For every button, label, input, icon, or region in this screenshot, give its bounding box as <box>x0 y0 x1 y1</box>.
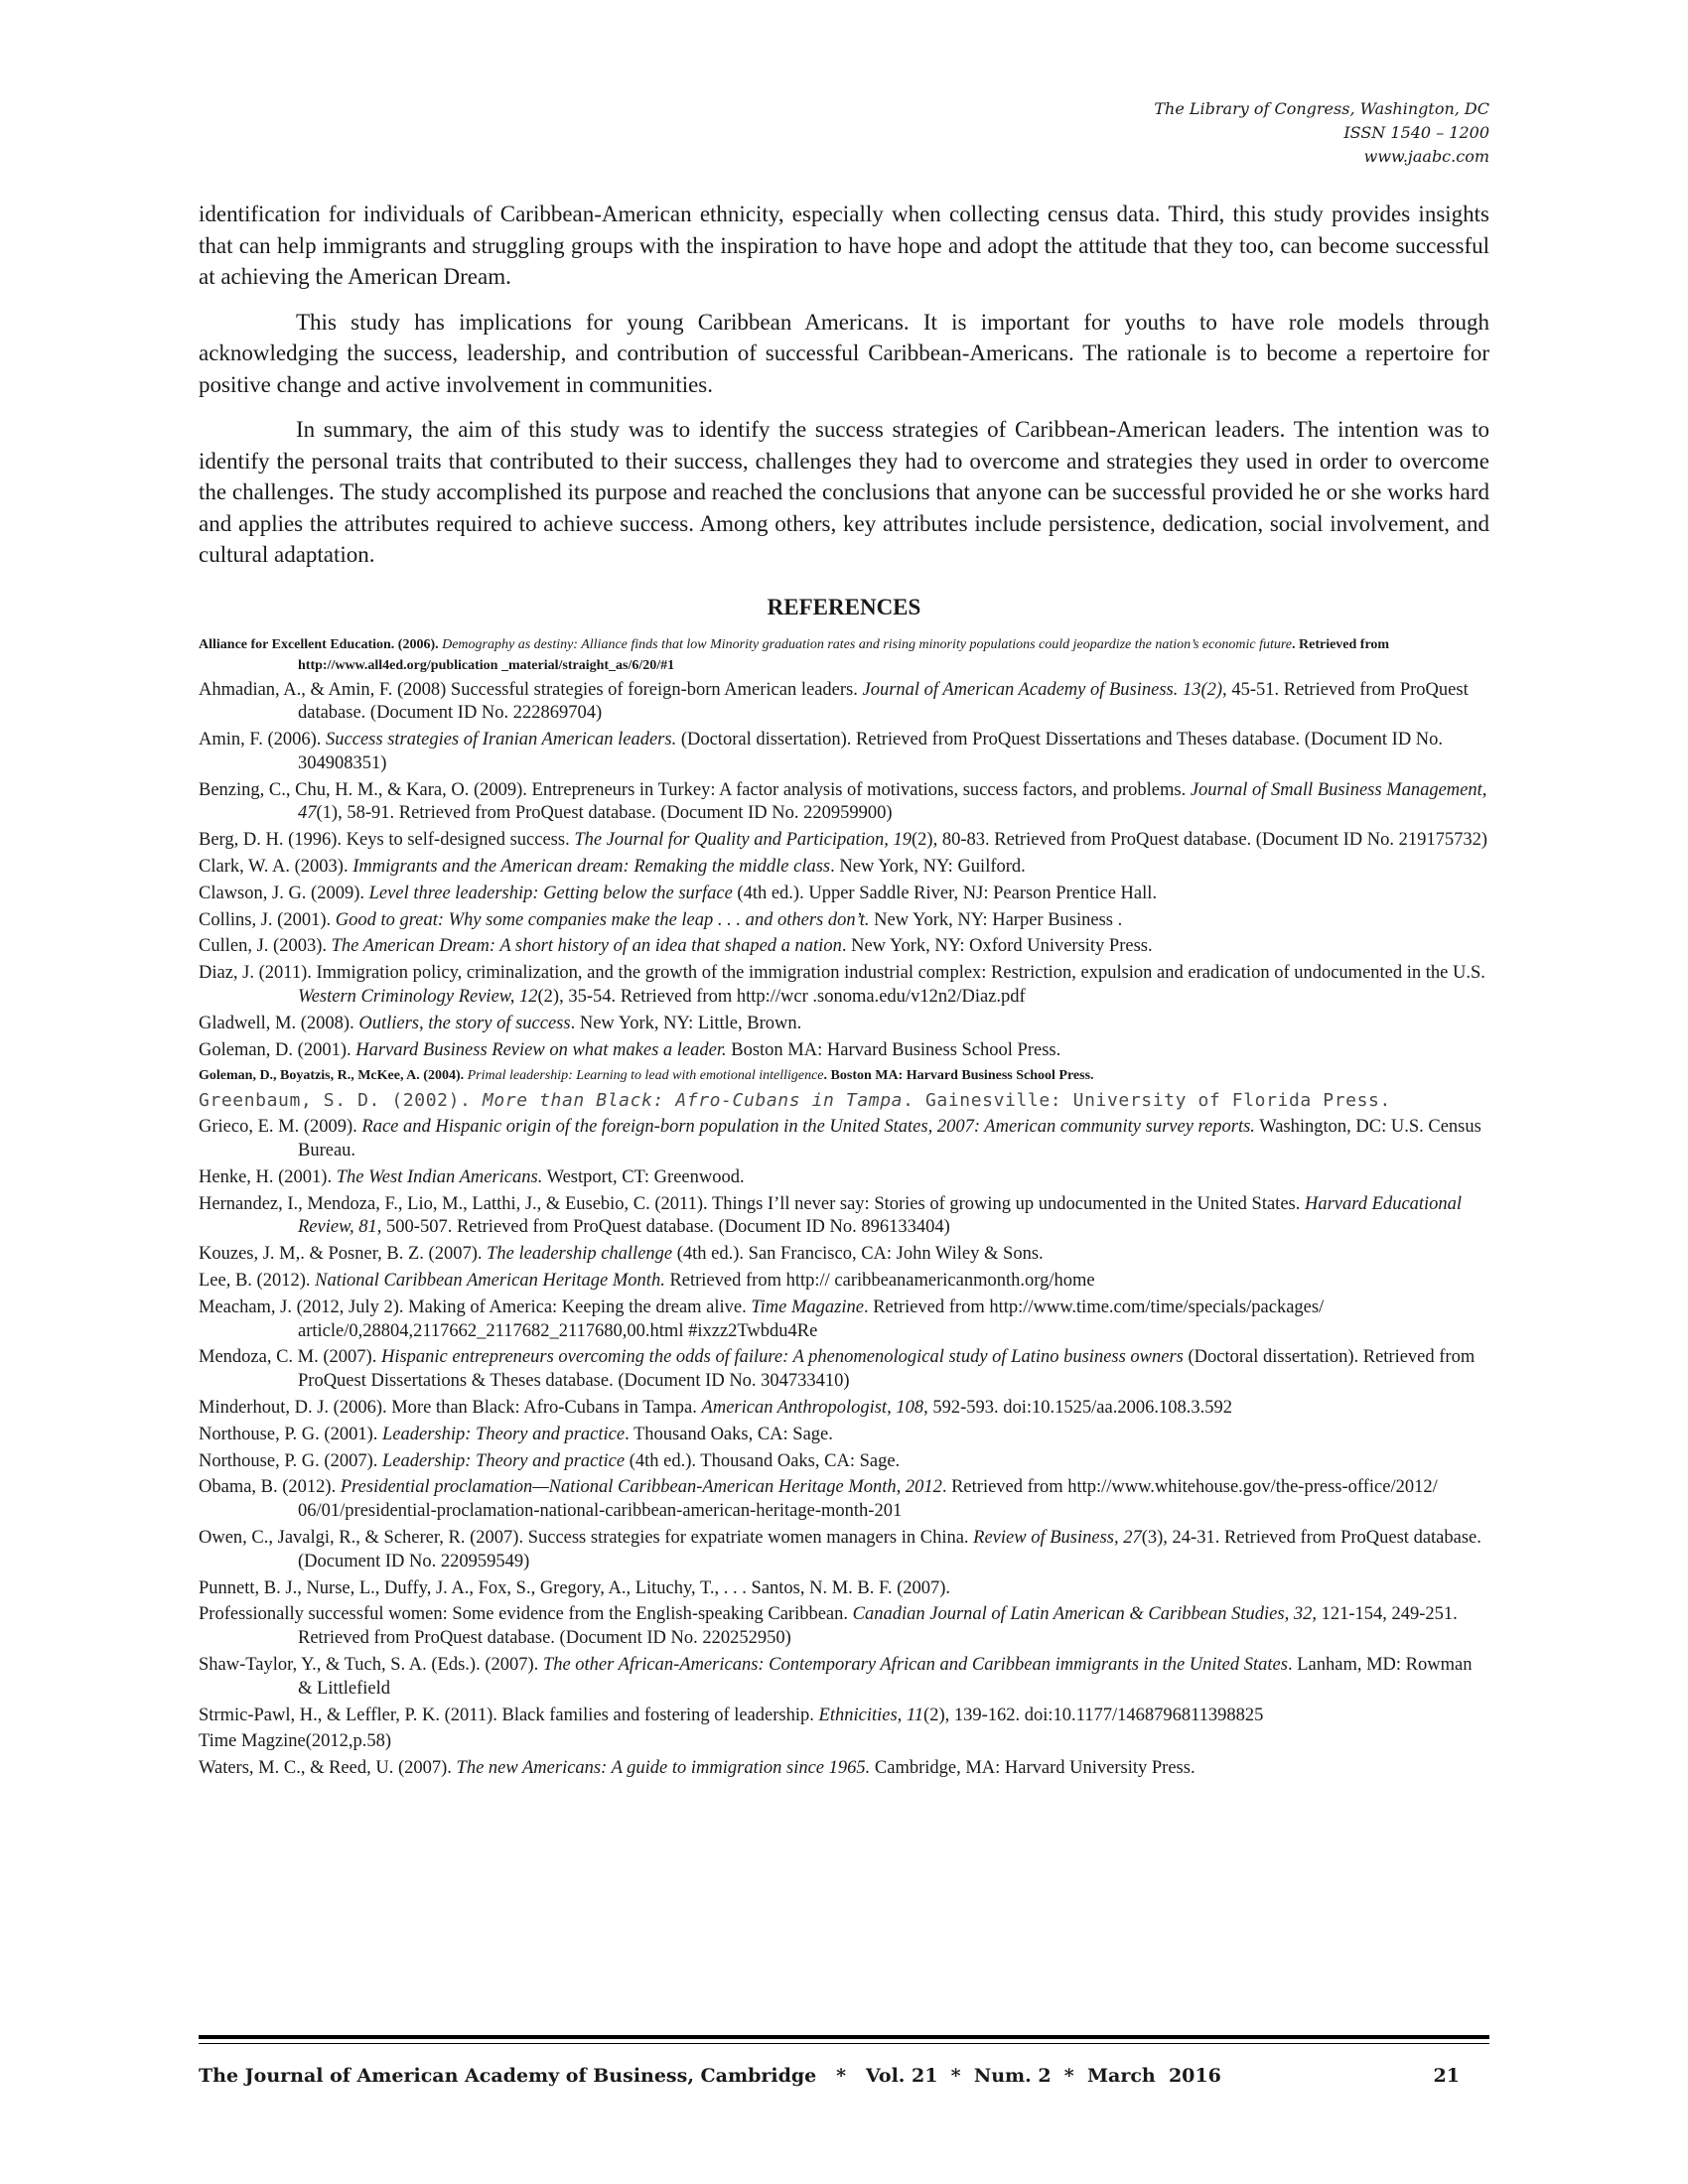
reference-entry: Berg, D. H. (1996). Keys to self-designed success. The Journal for Quality and Participation, 19(2), 80-83. Retrieved from ProQuest database. (Document ID No. 219175732) <box>199 830 1488 851</box>
paragraph: This study has implications for young Caribbean Americans. It is important for youths to have role models through acknowledging the success, leadership, and contribution of successful Caribbean-Americans. The rationale is to become a repertoire for positive change and active involvement in communities. <box>199 309 1489 397</box>
footer-journal-info: The Journal of American Academy of Business, Cambridge * Vol. 21 * Num. 2 * March 2016 <box>199 2065 1221 2087</box>
reference-entry: Cullen, J. (2003). The American Dream: A short history of an idea that shaped a nation. New York, NY: Oxford University Press. <box>199 936 1153 957</box>
reference-entry: Shaw-Taylor, Y., & Tuch, S. A. (Eds.). (2007). The other African-Americans: Contemporary African and Caribbean immigrants in the United States. Lanham, MD: Rowman & Littlefield <box>199 1654 1473 1699</box>
reference-entry: Goleman, D., Boyatzis, R., McKee, A. (2004). Primal leadership: Learning to lead with emotional intelligence. Boston MA: Harvard Business School Press. <box>199 1068 1094 1084</box>
references-list <box>199 634 1489 1781</box>
reference-entry: Henke, H. (2001). The West Indian Americans. Westport, CT: Greenwood. <box>199 1166 745 1187</box>
reference-entry: Clark, W. A. (2003). Immigrants and the American dream: Remaking the middle class. New York, NY: Guilford. <box>199 857 1026 878</box>
reference-entry: Owen, C., Javalgi, R., & Scherer, R. (2007). Success strategies for expatriate women managers in China. Review of Business, 27(3), 24-31. Retrieved from ProQuest database. (Document ID No. 220959549) <box>199 1528 1481 1571</box>
reference-entry: Amin, F. (2006). Success strategies of Iranian American leaders. (Doctoral dissertation). Retrieved from ProQuest Dissertations and Theses database. (Document ID No. 304908351) <box>199 730 1444 773</box>
reference-entry: Waters, M. C., & Reed, U. (2007). The new Americans: A guide to immigration since 1965. Cambridge, MA: Harvard University Press. <box>199 1758 1196 1779</box>
reference-entry: Ahmadian, A., & Amin, F. (2008) Successful strategies of foreign-born American leaders. Journal of American Academy of Business. 13(2), 45-51. Retrieved from ProQuest database. (Document ID No. 222869704) <box>199 679 1469 724</box>
reference-entry: Clawson, J. G. (2009). Level three leadership: Getting below the surface (4th ed.). Upper Saddle River, NJ: Pearson Prentice Hall. <box>199 883 1158 903</box>
header-library: The Library of Congress, Washington, DC <box>1154 99 1489 118</box>
reference-entry: Benzing, C., Chu, H. M., & Kara, O. (2009). Entrepreneurs in Turkey: A factor analysis of motivations, success factors, and problems. Journal of Small Business Management, 47(1), 58-91. Retrieved from ProQuest database. (Document ID No. 220959900) <box>199 779 1487 824</box>
reference-entry: Meacham, J. (2012, July 2). Making of America: Keeping the dream alive. Time Magazine. Retrieved from http://www.time.com/time/specials/packages/ article/0,28804,2117662_2117682_2117680,00.html #ixzz2Twbdu4Re <box>199 1297 1325 1341</box>
footer-rule-thick <box>199 2035 1489 2039</box>
reference-entry: Lee, B. (2012). National Caribbean American Heritage Month. Retrieved from http:// caribbeanamericanmonth.org/home <box>199 1271 1095 1292</box>
paragraph: identification for individuals of Caribbean-American ethnicity, especially when collecting census data. Third, this study provides insights that can help immigrants and struggling groups with the inspiration to have hope and adopt the attitude that they too, can become successful at achieving the American Dream. <box>199 202 1489 289</box>
header-website: www.jaabc.com <box>1363 147 1489 166</box>
page-number: 21 <box>1433 2065 1460 2087</box>
reference-entry: Gladwell, M. (2008). Outliers, the story of success. New York, NY: Little, Brown. <box>199 1013 802 1033</box>
page-footer <box>199 2065 1489 2087</box>
reference-entry: Northouse, P. G. (2001). Leadership: Theory and practice. Thousand Oaks, CA: Sage. <box>199 1424 833 1444</box>
reference-entry: Minderhout, D. J. (2006). More than Black: Afro-Cubans in Tampa. American Anthropologist, 108, 592-593. doi:10.1525/aa.2006.108.3.592 <box>199 1398 1232 1419</box>
reference-entry: Alliance for Excellent Education. (2006). Demography as destiny: Alliance finds that low Minority graduation rates and rising minority populations could jeopardize the nation’s economic future. Retrieved from http://www.all4ed.org/publication _material/straight_as/6/20/#1 <box>199 636 1390 673</box>
reference-entry: Collins, J. (2001). Good to great: Why some companies make the leap . . . and others don’t. New York, NY: Harper Business . <box>199 909 1123 930</box>
reference-entry: Punnett, B. J., Nurse, L., Duffy, J. A., Fox, S., Gregory, A., Lituchy, T., . . . Santos, N. M. B. F. (2007). <box>199 1577 951 1598</box>
reference-entry: Diaz, J. (2011). Immigration policy, criminalization, and the growth of the immigration industrial complex: Restriction, expulsion and eradication of undocumented in the U.S. Western Criminology Review, 12(2), 35-54. Retrieved from http://wcr .sonoma.edu/v12n2/Diaz.pdf <box>199 963 1485 1008</box>
reference-entry: Hernandez, I., Mendoza, F., Lio, M., Latthi, J., & Eusebio, C. (2011). Things I’ll never say: Stories of growing up undocumented in the United States. Harvard Educational Review, 81, 500-507. Retrieved from ProQuest database. (Document ID No. 896133404) <box>199 1193 1463 1238</box>
reference-entry: Time Magzine(2012,p.58) <box>199 1731 392 1752</box>
footer-rule-thin <box>199 2043 1489 2044</box>
header-issn: ISSN 1540 – 1200 <box>1343 123 1489 142</box>
paragraph: In summary, the aim of this study was to identify the success strategies of Caribbean-American leaders. The intention was to identify the personal traits that contributed to their success, challenges they had to overcome and strategies they used in order to overcome the challenges. The study accomplished its purpose and reached the conclusions that anyone can be successful provided he or she works hard and applies the attributes required to achieve success. Among others, key attributes include persistence, dedication, social involvement, and cultural adaptation. <box>199 417 1489 567</box>
references-heading: REFERENCES <box>767 594 921 619</box>
reference-entry: Northouse, P. G. (2007). Leadership: Theory and practice (4th ed.). Thousand Oaks, CA: Sage. <box>199 1450 901 1471</box>
reference-entry: Mendoza, C. M. (2007). Hispanic entrepreneurs overcoming the odds of failure: A phenomenological study of Latino business owners (Doctoral dissertation). Retrieved from ProQuest Dissertations & Theses database. (Document ID No. 304733410) <box>199 1347 1476 1392</box>
reference-entry: Goleman, D. (2001). Harvard Business Review on what makes a leader. Boston MA: Harvard Business School Press. <box>199 1039 1061 1060</box>
reference-entry: Kouzes, J. M,. & Posner, B. Z. (2007). The leadership challenge (4th ed.). San Francisco, CA: John Wiley & Sons. <box>199 1244 1044 1265</box>
reference-entry: Obama, B. (2012). Presidential proclamation—National Caribbean-American Heritage Month, 2012. Retrieved from http://www.whitehouse.gov/the-press-office/2012/ 06/01/presidential-proclamation-national-caribbean-american-heritage-month-201 <box>199 1477 1438 1522</box>
body-text <box>199 199 1489 1784</box>
page-header <box>1154 97 1489 169</box>
reference-entry: Greenbaum, S. D. (2002). More than Black: Afro-Cubans in Tampa. Gainesville: University of Florida Press. <box>199 1090 1391 1112</box>
reference-entry: Professionally successful women: Some evidence from the English-speaking Caribbean. Canadian Journal of Latin American & Caribbean Studies, 32, 121-154, 249-251. Retrieved from ProQuest database. (Document ID No. 220252950) <box>199 1604 1458 1649</box>
reference-entry: Strmic-Pawl, H., & Leffler, P. K. (2011). Black families and fostering of leadership. Ethnicities, 11(2), 139-162. doi:10.1177/1468796811398825 <box>199 1705 1264 1725</box>
reference-entry: Grieco, E. M. (2009). Race and Hispanic origin of the foreign-born population in the United States, 2007: American community survey reports. Washington, DC: U.S. Census Bureau. <box>199 1117 1481 1161</box>
